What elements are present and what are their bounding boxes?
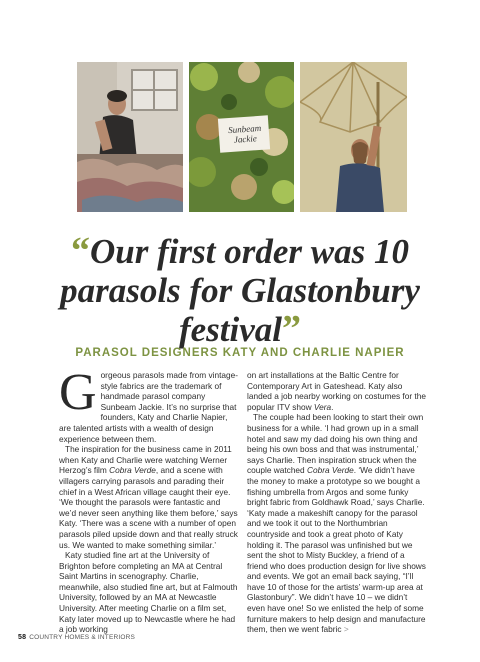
body-text: . [331, 401, 334, 412]
photo-brand-label [189, 62, 294, 212]
body-paragraph [59, 444, 239, 550]
magazine-name: COUNTRY HOMES & INTERIORS [29, 634, 136, 641]
body-paragraph [59, 364, 239, 444]
body-text: , and a scene with villagers carrying parasols and parading their chief in a West African village caught their eye. ‘We thought the parasols were fantastic and we’d never seen anything like them before,’ says Katy. ‘There was a scene with a number of open parasols piled upside down and that really struck us. We wanted to make something similar.’ [59, 465, 238, 550]
pull-quote [40, 232, 440, 349]
pull-quote-text: Our first order was 10 parasols for Glastonbury festival [60, 232, 420, 349]
body-text: The couple had been looking to start their own business for a while. ‘I had grown up in a small hotel and saw my dad doing his own thing and being his own boss and that was instrumental,’ says Charlie. Then inspiration struck when the couple watched [247, 412, 424, 476]
body-text: on art installations at the Baltic Centre for Contemporary Art in Gateshead. Katy also landed a job nearby working on costumes for the popular ITV show [247, 370, 426, 412]
open-quote-mark: “ [71, 230, 91, 272]
page-number: 58 [18, 634, 27, 641]
film-title: Cobra Verde [306, 465, 354, 476]
body-paragraph [59, 550, 239, 635]
article-kicker: PARASOL DESIGNERS KATY AND CHARLIE NAPIER [75, 347, 405, 359]
drop-cap: G [59, 364, 97, 421]
photo-charlie-parasol [300, 62, 407, 212]
body-text: Katy studied fine art at the University of Brighton before completing an MA at Central Saint Martins in scenography. Charlie, meanwhile, also studied fine art, but at Falmouth University, followed by an MA at Newcastle University. After meeting Charlie on a film set, Katy later moved up to Newcastle where he had a job working [59, 550, 238, 635]
photo-strip [77, 62, 407, 212]
page-footer [18, 634, 135, 641]
body-paragraph [247, 412, 427, 634]
close-quote-mark: ” [282, 308, 302, 350]
body-column-left [59, 364, 239, 635]
body-text: The inspiration for the business came in 2011 when Katy and Charlie were watching Werner Herzog’s film [59, 444, 232, 476]
film-title: Cobra Verde [109, 465, 156, 476]
body-text: orgeous parasols made from vintage-style fabrics are the trademark of handmade parasol company Sunbeam Jackie. It’s no surprise that founders, Katy and Charlie Napier, are talented artists with a wealth of design experience between them. [59, 370, 238, 444]
body-text: . ‘We didn’t have the money to make a prototype so we bought a fishing umbrella from Argos and some funky bright fabric from Goldhawk Road,’ says Charlie. ‘Katy made a makeshift canopy for the parasol and we took it out to the Northumbrian countryside and took a great photo of Katy holding it. The parasol was unfinished but we sent the shot to Misty Buckley, a friend of a friend who does production design for live shows and events. We got an email back saying, “I’ll have 10 of those for the artists’ warm-up area at Glastonbury”. We didn’t have 10 – we didn’t even have one! So we enlisted the help of some furniture makers to help design and manufacture them, then we went fabric [247, 465, 426, 635]
body-column-right [247, 370, 427, 635]
photo-katy-workshop [77, 62, 183, 212]
label-tag-text: Sunbeam Jackie [227, 122, 262, 145]
body-paragraph [247, 370, 427, 412]
show-title: Vera [313, 401, 332, 412]
continue-arrow-icon: > [343, 624, 349, 635]
